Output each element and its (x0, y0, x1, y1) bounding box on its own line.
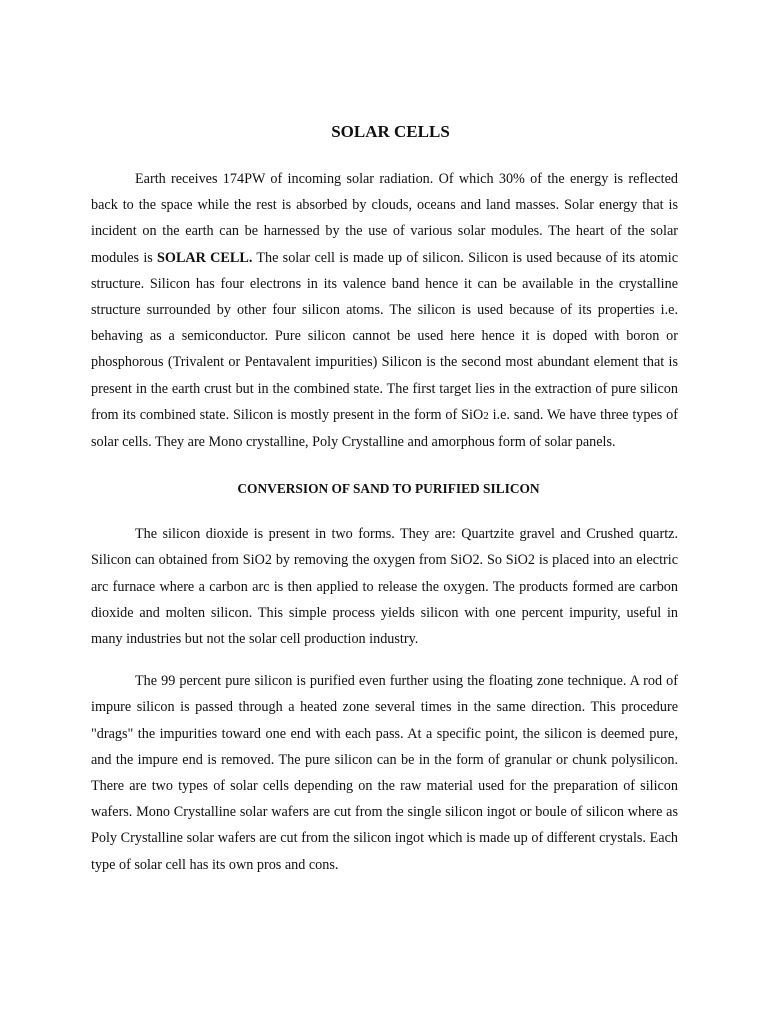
paragraph-purification-text: The 99 percent pure silicon is purified even further using the floating zone technique. A rod of impure silicon is passed through a heated zone several times in the same direction. This procedure "drags" the impurities toward one end with each pass. At a specific point, the silicon is deemed pure, and the impure end is removed. The pure silicon can be in the form of granular or chunk polysilicon. There are two types of solar cells depending on the raw material used for the preparation of silicon wafers. Mono Crystalline solar wafers are cut from the single silicon ingot or boule of silicon where as Poly Crystalline solar wafers are cut from the silicon ingot which is made up of different crystals. Each type of solar cell has its own pros and cons. (91, 673, 678, 873)
page-title: SOLAR CELLS (331, 122, 450, 141)
paragraph-purification (91, 668, 678, 878)
paragraph-conversion-text: The silicon dioxide is present in two forms. They are: Quartzite gravel and Crushed quartz. Silicon can obtained from SiO2 by removing the oxygen from SiO2. So SiO2 is placed into an electric arc furnace where a carbon arc is then applied to release the oxygen. The products formed are carbon dioxide and molten silicon. This simple process yields silicon with one percent impurity, useful in many industries but not the solar cell production industry. (91, 526, 678, 648)
paragraph-intro (91, 166, 678, 455)
paragraph-intro-text-1: Earth receives 174PW of incoming solar radiation. Of which 30% of the energy is reflected back to the space while the rest is absorbed by clouds, oceans and land masses. Solar energy that is incident on the earth can be harnessed by the use of various solar modules. The heart of the solar modules is (91, 171, 678, 266)
section-heading: CONVERSION OF SAND TO PURIFIED SILICON (237, 481, 540, 497)
paragraph-conversion (91, 521, 678, 652)
paragraph-intro-text-3: i.e. sand. We have three types of solar cells. They are Mono crystalline, Poly Crystalline and amorphous form of solar panels. (91, 406, 678, 451)
paragraph-intro-text-2: The solar cell is made up of silicon. Silicon is used because of its atomic structure. Silicon has four electrons in its valence band hence it can be available in the crystalline structure surrounded by other four silicon atoms. The silicon is used because of its properties i.e. behaving as a semiconductor. Pure silicon cannot be used here hence it is doped with boron or phosphorous (Trivalent or Pentavalent impurities) Silicon is the second most abundant element that is present in the earth crust but in the combined state. The first target lies in the extraction of pure silicon from its combined state. Silicon is mostly present in the form of SiO (91, 249, 678, 423)
paragraph-gap (91, 652, 678, 668)
sio2-subscript: 2 (483, 409, 489, 422)
solar-cell-bold-term: SOLAR CELL. (157, 249, 253, 266)
